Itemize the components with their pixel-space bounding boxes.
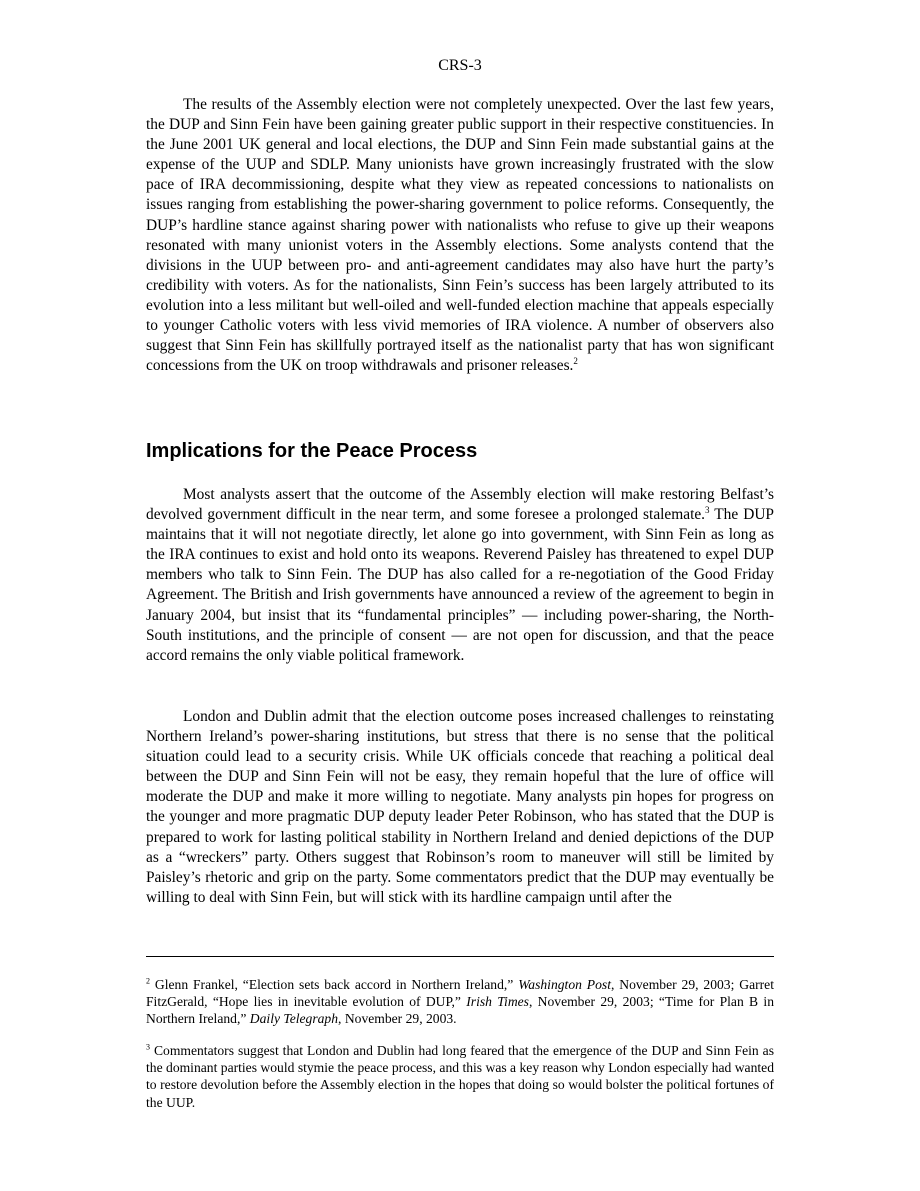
publication-title: Daily Telegraph [249,1011,339,1027]
footnote-2 [146,976,774,1028]
page-header: CRS-3 [438,57,482,74]
section-heading: Implications for the Peace Process [146,440,478,462]
paragraph-text-b: The DUP maintains that it will not negotiate directly, let alone go into government, with Sinn Fein as long as the IRA continues to exist and hold onto its weapons. Reverend Paisley has threatened to expel DUP members who talk to Sinn Fein. The DUP has also called for a re-negotiation of the Good Friday Agreement. The British and Irish governments have announced a review of the agreement to begin in January 2004, but insist that its “fundamental principles” — including power-sharing, the North-South institutions, and the principle of consent — are not open for discussion, and that the peace accord remains the only viable political framework. [146,506,774,664]
body-paragraph-2 [146,485,774,666]
footnote-text: , November 29, 2003. [338,1011,457,1027]
footnote-divider [146,956,774,957]
publication-title: Washington Post [518,977,611,992]
publication-title: Irish Times [466,994,529,1010]
paragraph-text: The results of the Assembly election were not completely unexpected. Over the last few years, the DUP and Sinn Fein have been gaining greater public support in their respective constituencies. In the June 2001 UK general and local elections, the DUP and Sinn Fein made substantial gains at the expense of the UUP and SDLP. Many unionists have grown increasingly frustrated with the slow pace of IRA decommissioning, despite what they view as repeated concessions to nationalists on issues ranging from establishing the power-sharing government to police reforms. Consequently, the DUP’s hardline stance against sharing power with nationalists who refuse to give up their weapons resonated with many unionist voters in the Assembly elections. Some analysts contend that the divisions in the UUP between pro- and anti-agreement candidates may also have hurt the party’s credibility with voters. As for the nationalists, Sinn Fein’s success has been largely attributed to its evolution into a less militant but well-oiled and well-funded election machine that appeals especially to younger Catholic voters with less vivid memories of IRA violence. A number of observers also suggest that Sinn Fein has skillfully portrayed itself as the nationalist party that has won significant concessions from the UK on troop withdrawals and prisoner releases. [146,96,774,375]
footnote-marker: 3 [146,1042,150,1052]
footnote-marker: 2 [146,976,150,986]
footnote-3 [146,1042,774,1111]
footnote-ref-2[interactable]: 2 [573,356,578,367]
footnote-text: , November 29, 2003; Garret FitzGerald, “Hope lies in inevitable evolution of DUP,” [146,977,774,1010]
footnote-text: Commentators suggest that London and Dublin had long feared that the emergence of the DUP and Sinn Fein as the dominant parties would stymie the peace process, and this was a key reason why London especially had wanted to restore devolution before the Assembly election in the hopes that doing so would bolster the political fortunes of the UUP. [146,1043,774,1110]
footnote-text: Glenn Frankel, “Election sets back accord in Northern Ireland,” [150,977,519,992]
footnote-text: , November 29, 2003; “Time for Plan B in Northern Ireland,” [146,994,774,1027]
footnote-ref-3[interactable]: 3 [705,504,710,515]
paragraph-text-a: Most analysts assert that the outcome of the Assembly election will make restoring Belfast’s devolved government difficult in the near term, and some foresee a prolonged stalemate. [146,486,774,524]
body-paragraph-3: London and Dublin admit that the election outcome poses increased challenges to reinstating Northern Ireland’s power-sharing institutions, but stress that there is no sense that the political situation could lead to a security crisis. While UK officials concede that reaching a political deal between the DUP and Sinn Fein will not be easy, they remain hopeful that the lure of office will moderate the DUP and make it more willing to negotiate. Many analysts pin hopes for progress on the younger and more pragmatic DUP deputy leader Peter Robinson, who has stated that the DUP is prepared to work for lasting political stability in Northern Ireland and denied depictions of the DUP as a “wreckers” party. Others suggest that Robinson’s room to maneuver will still be limited by Paisley’s rhetoric and grip on the party. Some commentators predict that the DUP may eventually be willing to deal with Sinn Fein, but will stick with its hardline campaign until after the [146,708,774,906]
body-paragraph-1 [146,95,774,376]
